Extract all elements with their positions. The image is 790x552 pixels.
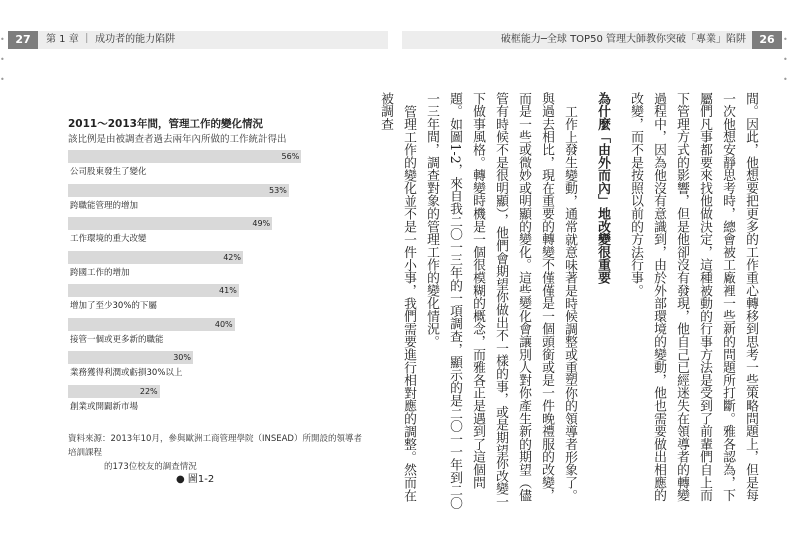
bar-category-label: 增加了至少30%的下屬 [70,301,157,311]
bar [68,150,301,163]
source-line-1: 資料來源：2013年10月，參與歐洲工商管理學院（INSEAD）所開設的領導者培訓課程 [68,434,362,458]
bar-row [68,217,338,247]
paragraph-3: 管理工作的變化並不是一件小事，我們需要進行相對應的調整。然而在被調查 [378,92,416,502]
right-page-number: 26 [752,31,782,49]
bar-category-label: 業務獲得利潤或虧損30%以上 [70,368,183,378]
bar-row [68,150,338,180]
bar-value-label: 56% [281,152,300,161]
body-text [378,92,762,512]
left-dots-ornament: • • • [0,35,6,84]
bar-row [68,184,338,214]
bar-value-label: 30% [173,353,191,362]
section-heading: 為什麼「由外而內」地改變很重要 [595,92,610,284]
bar-row [68,284,338,314]
figure-subtitle: 該比例是由被調查者過去兩年內所做的工作統計得出 [68,134,287,145]
bar-row [68,385,338,415]
bar-category-label: 跨國工作的增加 [70,267,130,278]
bar-value-label: 40% [214,319,233,329]
bar [68,184,289,197]
book-title: 破框能力─全球 TOP50 管理大師教你突破「專業」陷阱 [500,34,746,45]
source-line-2: 的173位校友的調查情況 [104,462,197,472]
bar-row [68,351,338,381]
bar-row [68,318,338,348]
figure-caption: ● 圖1-2 [176,474,215,485]
bar-category-label: 跨職能管理的增加 [70,200,139,211]
chapter-label: 第 1 章 ｜ 成功者的能力陷阱 [46,34,176,45]
bar-row [68,251,338,281]
left-page-number: 27 [8,31,38,49]
bar-category-label: 接管一個或更多新的職能 [70,334,164,345]
bar-category-label: 工作環境的重大改變 [70,234,147,244]
right-dots-ornament: • • • [783,35,789,84]
figure-title: 2011〜2013年間，管理工作的變化情況 [68,118,263,130]
bar-value-label: 41% [219,286,237,295]
bar-category-label: 創業或開闢新市場 [70,401,139,412]
bar-value-label: 49% [252,219,271,228]
bar-value-label: 42% [223,252,241,262]
bar-value-label: 22% [139,386,158,396]
paragraph-2: 工作上發生變動，通常就意味著是時候調整或重塑你的領導者形象了。與過去相比，現在重要的轉變不僅僅是一個頭銜或是一件晚禮服的改變，而是一些或微妙或明顯的變化。這些變化會讓別人對你產生新的期望（儘管有時候不是很明顯），他們會期望你做出不一樣的事，或是期望你改變一下做事風格。轉變時機是一個很模糊的概念，而雅各正是遇到了這個問題。如圖1-2，來自我二〇一三年的一項調查，顯示的是二〇一一年到二〇一三年間，調查對象的管理工作的變化情況。 [424,92,577,510]
bar-category-label: 公司股東發生了變化 [70,167,147,177]
bar-chart [68,150,338,420]
paragraph-1: 間。因此，他想要把更多的工作重心轉移到思考一些策略問題上，但是每一次他想安靜思考時，總會被工廠裡一些新的問題所打斷。雅各認為，下屬們凡事都要來找他做決定，這種被動的行事方法是受到了前輩們自上而下管理方式的影響，但是他卻沒有發現，他自己已經迷失在領導者的轉變過程中，因為他沒有意識到，由於外部環境的變動，他也需要做出相應的改變，而不是按照以前的方法行事。 [628,92,758,502]
bar-value-label: 53% [269,185,287,195]
figure-source [68,432,368,474]
